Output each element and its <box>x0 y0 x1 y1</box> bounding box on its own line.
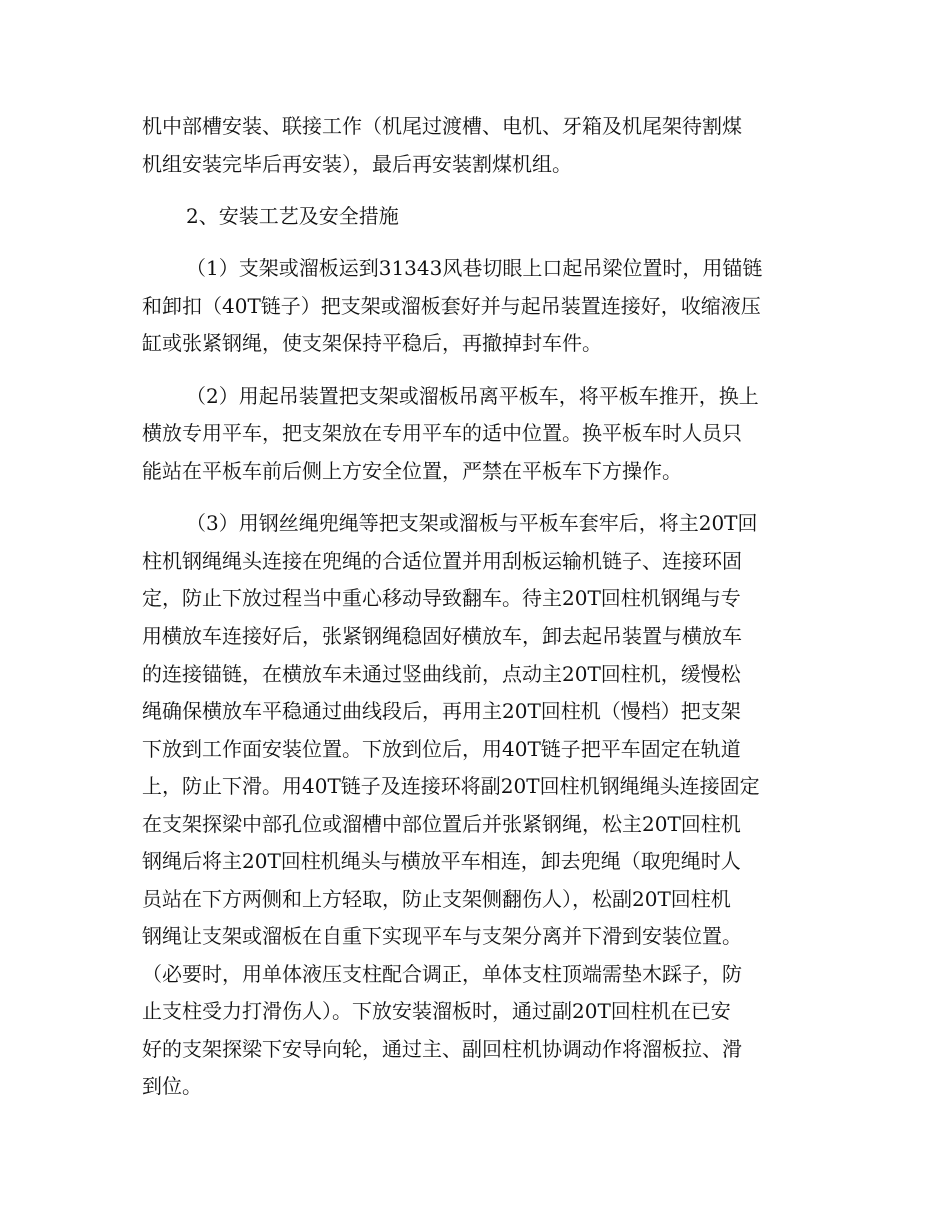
step-3-line: 用横放车连接好后，张紧钢绳稳固好横放车，卸去起吊装置与横放车 <box>142 624 742 648</box>
step-3-line: 在支架探梁中部孔位或溜槽中部位置后并张紧钢绳，松主20T回柱机 <box>142 812 741 836</box>
step-3-line: （3）用钢丝绳兜绳等把支架或溜板与平板车套牢后，将主20T回 <box>186 511 758 535</box>
step-3-line: 定，防止下放过程当中重心移动导致翻车。待主20T回柱机钢绳与专 <box>142 586 741 610</box>
step-3-line: （必要时，用单体液压支柱配合调正，单体支柱顶端需垫木踩子，防 <box>142 962 742 986</box>
step-1-line: （1）支架或溜板运到31343风巷切眼上口起吊梁位置时，用锚链 <box>186 256 763 280</box>
step-3-line: 到位。 <box>142 1074 202 1098</box>
step-3-line: 止支柱受力打滑伤人）。下放安装溜板时，通过副20T回柱机在已安 <box>142 999 731 1023</box>
step-1-line: 和卸扣（40T链子）把支架或溜板套好并与起吊装置连接好，收缩液压 <box>142 294 761 318</box>
step-3-line: 柱机钢绳绳头连接在兜绳的合适位置并用刮板运输机链子、连接环固 <box>142 549 742 573</box>
step-3-line: 的连接锚链，在横放车未通过竖曲线前，点动主20T回柱机，缓慢松 <box>142 662 741 686</box>
step-3-line: 下放到工作面安装位置。下放到位后，用40T链子把平车固定在轨道 <box>142 737 741 761</box>
step-3-line: 员站在下方两侧和上方轻取，防止支架侧翻伤人），松副20T回柱机 <box>142 887 731 911</box>
step-3-line: 钢绳后将主20T回柱机绳头与横放平车相连，卸去兜绳（取兜绳时人 <box>142 849 741 873</box>
step-2-line: 能站在平板车前后侧上方安全位置，严禁在平板车下方操作。 <box>142 459 682 483</box>
step-3-line: 上，防止下滑。用40T链子及连接环将副20T回柱机钢绳绳头连接固定 <box>142 774 760 798</box>
step-3-line: 钢绳让支架或溜板在自重下实现平车与支架分离并下滑到安装位置。 <box>142 924 742 948</box>
step-2-line: （2）用起吊装置把支架或溜板吊离平板车，将平板车推开，换上 <box>186 384 759 408</box>
step-1-line: 缸或张紧钢绳，使支架保持平稳后，再撤掉封车件。 <box>142 331 602 355</box>
step-3-line: 绳确保横放车平稳通过曲线段后，再用主20T回柱机（慢档）把支架 <box>142 699 741 723</box>
step-3-line: 好的支架探梁下安导向轮，通过主、副回柱机协调动作将溜板拉、滑 <box>142 1037 742 1061</box>
step-2-line: 横放专用平车，把支架放在专用平车的适中位置。换平板车时人员只 <box>142 421 742 445</box>
section-heading: 2、安装工艺及安全措施 <box>186 204 399 228</box>
paragraph-line: 机中部槽安装、联接工作（机尾过渡槽、电机、牙箱及机尾架待割煤 <box>142 114 742 138</box>
paragraph-line: 机组安装完毕后再安装），最后再安装割煤机组。 <box>142 152 572 176</box>
